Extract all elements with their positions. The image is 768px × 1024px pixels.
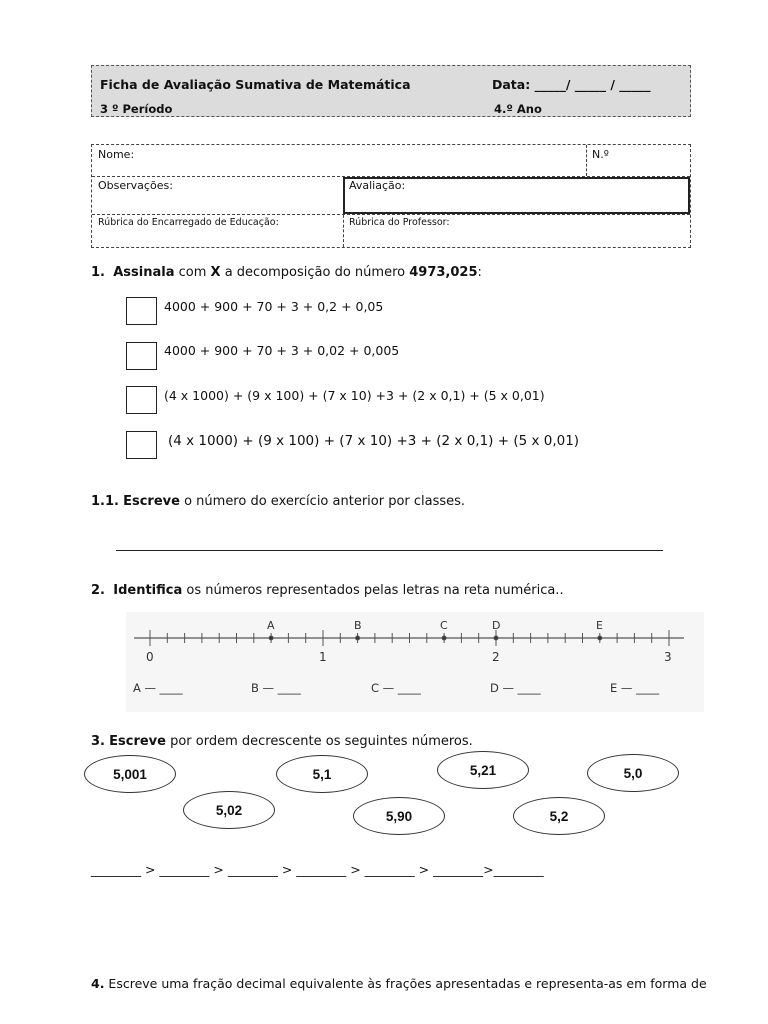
question-4: 4. Escreve uma fração decimal equivalente às frações apresentadas e representa-as em forma de (91, 976, 707, 991)
number-bubble: 5,001 (84, 755, 176, 793)
observations-field[interactable]: Observações: (98, 179, 173, 192)
letter-D: D (492, 619, 501, 632)
number-line-figure (126, 612, 704, 712)
grade-label: 4.º Ano (494, 102, 542, 116)
tick-label-2: 2 (492, 650, 500, 664)
number-bubble: 5,21 (437, 751, 529, 789)
tick-label-1: 1 (319, 650, 327, 664)
evaluation-label: Avaliação: (349, 179, 406, 192)
order-answer-line[interactable]: ________ > ________ > ________ > ________ > ________ > ________>________ (91, 862, 544, 877)
worksheet-header (91, 65, 691, 117)
letter-B: B (354, 619, 362, 632)
option-checkbox-1[interactable] (126, 297, 157, 325)
option-text-1: 4000 + 900 + 70 + 3 + 0,2 + 0,05 (164, 299, 384, 314)
point-marker-D (494, 636, 498, 640)
number-bubble: 5,0 (587, 754, 679, 792)
point-marker-B (356, 636, 360, 640)
option-checkbox-3[interactable] (126, 386, 157, 414)
question-1-1: 1.1. Escreve o número do exercício anterior por classes. (91, 494, 466, 509)
question-2: 2. Identifica os números representados pelas letras na reta numérica.. (91, 583, 564, 598)
letter-A: A (267, 619, 275, 632)
question-3: 3. Escreve por ordem decrescente os seguintes números. (91, 734, 473, 749)
option-checkbox-4[interactable] (126, 431, 157, 459)
number-bubble: 5,1 (276, 755, 368, 793)
number-bubble: 5,90 (353, 797, 445, 835)
term-label: 3 º Período (100, 102, 173, 116)
point-marker-A (269, 636, 273, 640)
answer-B[interactable]: B — ____ (251, 681, 301, 695)
number-bubble: 5,02 (183, 791, 275, 829)
option-text-4: (4 x 1000) + (9 x 100) + (7 x 10) +3 + (2 x 0,1) + (5 x 0,01) (168, 433, 580, 449)
worksheet-title: Ficha de Avaliação Sumativa de Matemática (100, 77, 411, 92)
name-field[interactable]: Nome: (98, 148, 135, 161)
teacher-signature-field[interactable]: Rúbrica do Professor: (349, 217, 450, 228)
tick-label-3: 3 (664, 650, 672, 664)
point-marker-E (598, 636, 602, 640)
letter-C: C (440, 619, 448, 632)
question-1: 1. Assinala com X a decomposição do número 4973,025: (91, 265, 482, 280)
option-text-2: 4000 + 900 + 70 + 3 + 0,02 + 0,005 (164, 343, 400, 358)
answer-line[interactable] (116, 550, 663, 551)
letter-E: E (596, 619, 603, 632)
option-checkbox-2[interactable] (126, 342, 157, 370)
answer-C[interactable]: C — ____ (371, 681, 421, 695)
answer-E[interactable]: E — ____ (610, 681, 660, 695)
number-field[interactable]: N.º (592, 148, 609, 161)
number-bubble: 5,2 (513, 797, 605, 835)
option-text-3: (4 x 1000) + (9 x 100) + (7 x 10) +3 + (2 x 0,1) + (5 x 0,01) (164, 388, 545, 403)
student-info-table (91, 144, 691, 248)
guardian-signature-field[interactable]: Rúbrica do Encarregado de Educação: (98, 217, 279, 228)
number-line (126, 612, 704, 712)
date-field[interactable]: Data: _____/ _____ / _____ (492, 77, 651, 92)
answer-A[interactable]: A — ____ (133, 681, 183, 695)
tick-label-0: 0 (146, 650, 154, 664)
answer-D[interactable]: D — ____ (490, 681, 541, 695)
point-marker-C (442, 636, 446, 640)
